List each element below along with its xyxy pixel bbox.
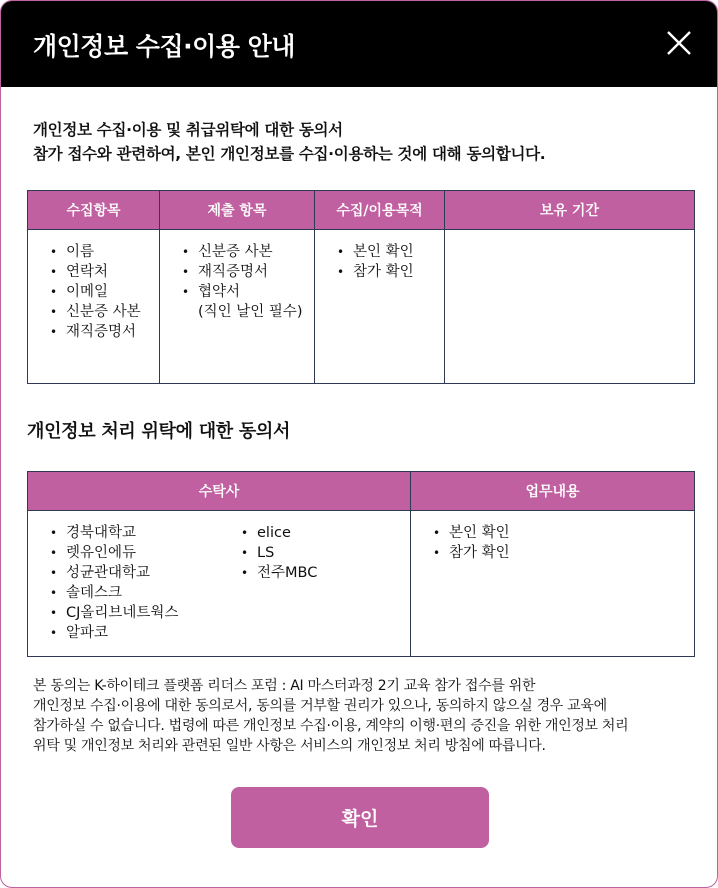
header-collection-items: 수집항목 (28, 191, 160, 230)
list-item: • 참가 확인 (449, 543, 694, 563)
list-item: • 신분증 사본 (66, 302, 159, 322)
collection-table (27, 190, 695, 384)
list-item-text: 협약서 (198, 284, 241, 300)
intro-text (33, 118, 545, 166)
notice-line-4: 위탁 및 개인정보 처리와 관련된 일반 사항은 서비스의 개인정보 처리 방침에 따릅니다. (33, 738, 546, 754)
confirm-button[interactable]: 확인 (231, 787, 489, 848)
close-icon[interactable] (665, 29, 693, 57)
modal-header (1, 1, 717, 87)
intro-line-2: 참가 접수와 관련하여, 본인 개인정보를 수집·이용하는 것에 대해 동의합니다. (33, 145, 546, 163)
modal-title: 개인정보 수집·이용 안내 (33, 32, 295, 61)
list-item: • 솔데스크 (66, 583, 219, 603)
notice-text (33, 676, 693, 756)
list-item: • 재직증명서 (198, 262, 314, 282)
list-item: • 본인 확인 (449, 523, 694, 543)
list-item: • 신분증 사본 (198, 242, 314, 262)
list-item (198, 282, 314, 322)
list-item: • 성균관대학교 (66, 563, 219, 583)
list-item-note: (직인 날인 필수) (198, 304, 303, 320)
work-cell (411, 511, 695, 657)
list-item: • LS (257, 543, 410, 563)
collection-items-cell (28, 230, 160, 384)
purpose-cell (315, 230, 445, 384)
table-header-row (28, 472, 695, 511)
retention-cell (445, 230, 695, 384)
table-row (28, 230, 695, 384)
header-work: 업무내용 (411, 472, 695, 511)
list-item: • 경북대학교 (66, 523, 219, 543)
list-item: • 참가 확인 (353, 262, 444, 282)
header-purpose: 수집/이용목적 (315, 191, 445, 230)
list-item: • 연락처 (66, 262, 159, 282)
notice-line-3: 참가하실 수 없습니다. 법령에 따른 개인정보 수집·이용, 계약의 이행·편의 증진을 위한 개인정보 처리 (33, 718, 629, 734)
header-retention: 보유 기간 (445, 191, 695, 230)
list-item: • 본인 확인 (353, 242, 444, 262)
table-header-row (28, 191, 695, 230)
section-title: 개인정보 처리 위탁에 대한 동의서 (27, 421, 291, 442)
table-row (28, 511, 695, 657)
list-item: • elice (257, 523, 410, 543)
notice-line-2: 개인정보 수집·이용에 대한 동의로서, 동의를 거부할 권리가 있으나, 동의하지 않으실 경우 교육에 (33, 698, 607, 714)
notice-line-1: 본 동의는 K-하이테크 플랫폼 리더스 포럼 : AI 마스터과정 2기 교육 참가 접수를 위한 (33, 678, 536, 694)
trustee-cell (28, 511, 411, 657)
list-item: • 이름 (66, 242, 159, 262)
list-item: • 재직증명서 (66, 322, 159, 342)
header-submission-items: 제출 항목 (160, 191, 315, 230)
intro-line-1: 개인정보 수집·이용 및 취급위탁에 대한 동의서 (33, 121, 343, 139)
header-trustee: 수탁사 (28, 472, 411, 511)
list-item: • 이메일 (66, 282, 159, 302)
submission-items-cell (160, 230, 315, 384)
outsourcing-table (27, 471, 695, 657)
list-item: • 알파코 (66, 623, 219, 643)
list-item: • 렛유인에듀 (66, 543, 219, 563)
list-item: • 전주MBC (257, 563, 410, 583)
list-item: • CJ올리브네트웍스 (66, 603, 219, 623)
